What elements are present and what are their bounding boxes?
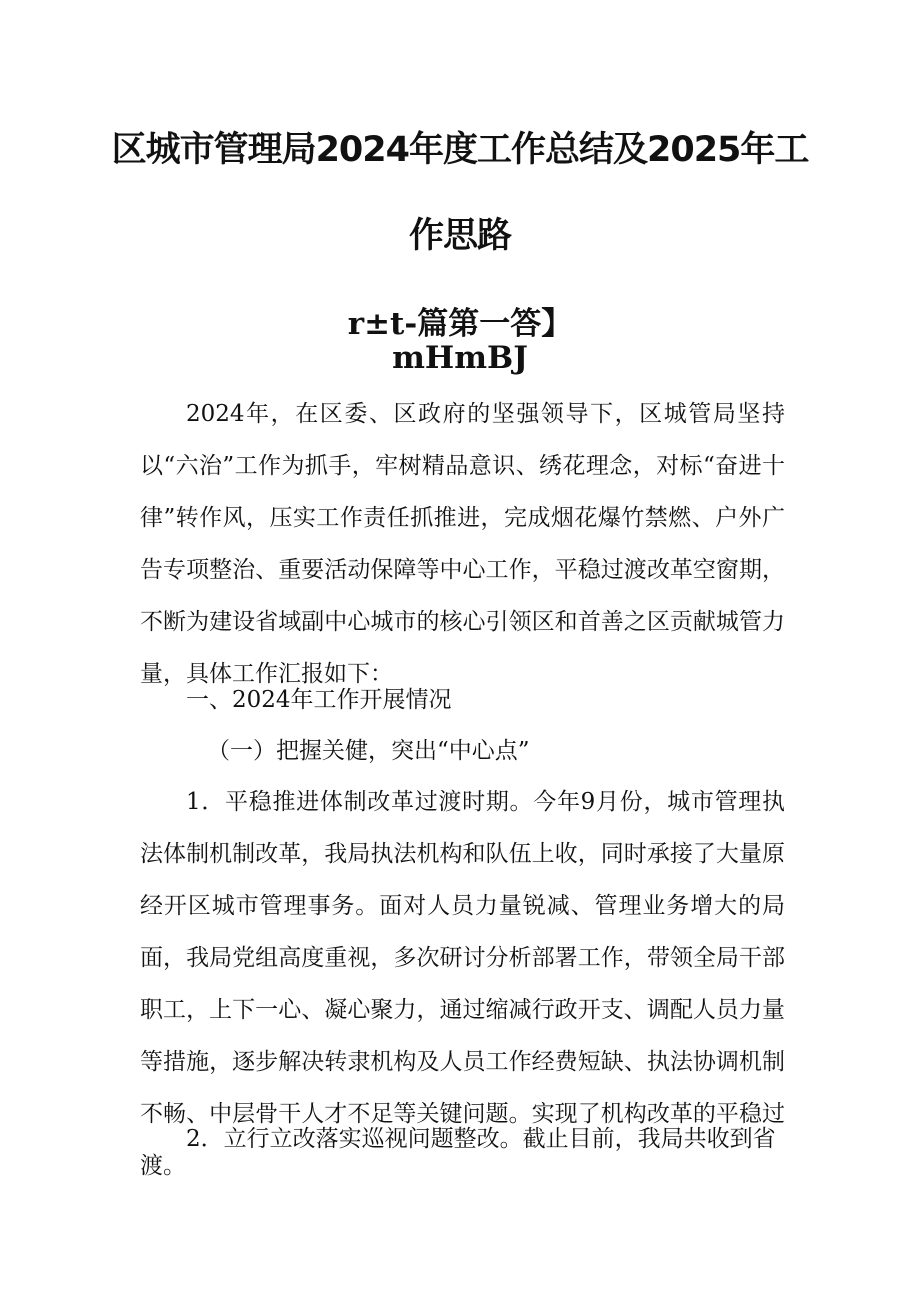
item-2-paragraph: 2．立行立改落实巡视问题整改。截止目前，我局共收到省	[186, 1126, 776, 1152]
document-subtitle-line-2: mHmBJ	[392, 340, 528, 376]
document-title-line-2: 作思路	[408, 216, 511, 256]
subsection-heading: （一）把握关健，突出“中心点”	[207, 738, 530, 764]
section-heading: 一、2024年工作开展情况	[186, 687, 452, 713]
document-title-line-1: 区城市管理局2024年度工作总结及2025年工	[111, 130, 809, 170]
intro-paragraph: 2024年，在区委、区政府的坚强领导下，区城管局坚持以“六治”工作为抓手，牢树精品意识、绣花理念，对标“奋进十律”转作风，压实工作责任抓推进，完成烟花爆竹禁燃、户外广告专项整治、重要活动保障等中心工作，平稳过渡改革空窗期，不断为建设省域副中心城市的核心引领区和首善之区贡献城管力量，具体工作汇报如下：	[140, 401, 785, 687]
document-subtitle-line-1: r±t-篇第一答】	[347, 306, 573, 342]
item-1-paragraph: 1．平稳推进体制改革过渡时期。今年9月份，城市管理执法体制机制改革，我局执法机构和队伍上收，同时承接了大量原经开区城市管理事务。面对人员力量锐减、管理业务增大的局面，我局党组高度重视，多次研讨分析部署工作，带领全局干部职工，上下一心、凝心聚力，通过缩减行政开支、调配人员力量等措施，逐步解决转隶机构及人员工作经费短缺、执法协调机制不畅、中层骨干人才不足等关键问题。实现了机构改革的平稳过渡。	[140, 789, 785, 1179]
